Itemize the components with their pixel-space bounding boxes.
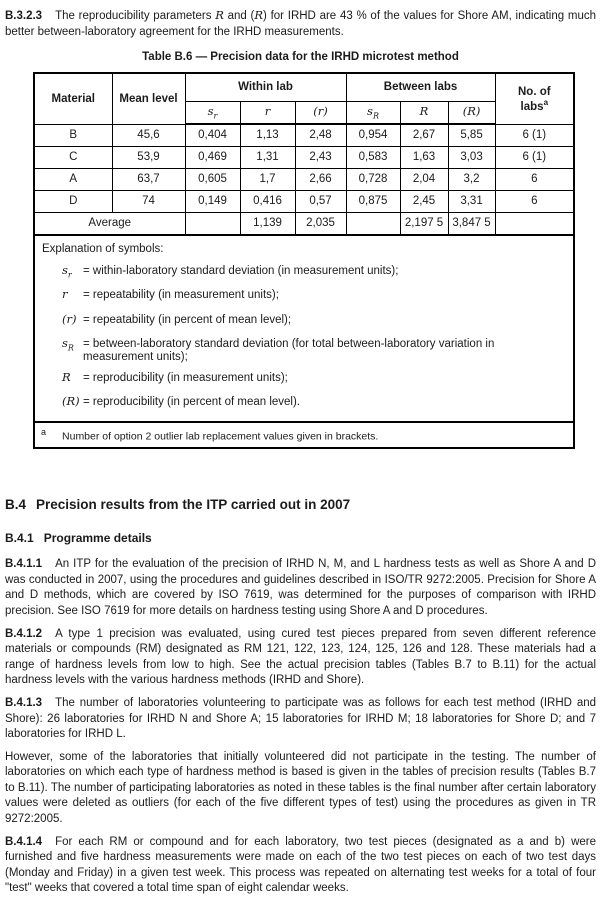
footnote-cell [34,422,574,449]
paragraph-b323 [5,8,596,40]
cell-labs: 6 (1) [495,146,574,168]
table-row-material-B [34,124,574,146]
cell-empty [185,212,240,235]
cell-material: C [34,146,112,168]
cell-mean: 63,7 [112,168,185,190]
cell-labs: 6 [495,168,574,190]
header-within-lab: Within lab [185,73,346,101]
cell-average-R: 2,197 5 [400,212,448,235]
paragraph-text: For each RM or compound and for each laboratory, two test pieces (designated as a and b) were furnished and five hardness measurements were made on each of the two test pieces on each of two test days (Monday and Friday) in a given test week. This process was repeated on alternating test weeks for a total of four "test" weeks that covered a total time span of eight calendar weeks. [5,835,596,895]
cell-sR: 0,954 [346,124,400,146]
header-symbol-R: R [400,101,448,124]
explanation-cell [34,235,574,421]
cell-labs: 6 (1) [495,124,574,146]
table-row-footnote [34,422,574,449]
header-mean-level: Mean level [112,73,185,124]
header-symbol-r-paren: (r) [295,101,346,124]
cell-average-r: 1,139 [240,212,295,235]
header-no-of-labs [495,73,574,124]
table-row-material-D [34,190,574,212]
footnote-marker-a: a [41,426,47,437]
explanation-item-sR: $s_R$ = between-laboratory standard deviation (for total between-laboratory variation in measurement units); [62,336,495,364]
clause-number-b411: B.4.1.1 [5,558,43,571]
cell-sR: 0,728 [346,168,400,190]
clause-number-b413: B.4.1.3 [5,696,43,709]
cell-material: A [34,168,112,190]
footnote-text: Number of option 2 outlier lab replacement values given in brackets. [62,430,379,443]
table-b6 [33,72,575,449]
header-between-labs: Between labs [346,73,495,101]
paragraph-text: However, some of the laboratories that initially volunteered did not participate in the testing. The number of laboratories on which each type of hardness method is based is given in the tables of precision results (Tables B.7 to B.11). The number of participating laboratories as noted in these tables is the final number after certain laboratory values were deleted as outliers (for each of the five different types of test) using the procedures as given in TR 9272:2005. [5,750,596,826]
explanation-item-sr: $s_r$ = within-laboratory standard deviation (in measurement units); [62,263,399,280]
header-symbol-sR: $s_R$ [346,101,400,124]
cell-mean: 53,9 [112,146,185,168]
section-b4-heading [5,497,596,512]
cell-r: 1,31 [240,146,295,168]
header-material: Material [34,73,112,124]
cell-R: 2,67 [400,124,448,146]
cell-r: 1,13 [240,124,295,146]
paragraph-text: and ( [223,10,255,22]
cell-R-paren: 5,85 [448,124,495,146]
paragraph-b411 [5,557,596,619]
table-header-row-1 [34,73,574,101]
footnote-marker-a: a [543,97,549,107]
cell-R-paren: 3,2 [448,168,495,190]
cell-sr: 0,149 [185,190,240,212]
clause-number-b412: B.4.1.2 [5,627,43,640]
cell-sR: 0,875 [346,190,400,212]
explanation-item-r-paren: (r) = repeatability (in percent of mean level); [62,311,292,326]
header-symbol-r: r [240,101,295,124]
cell-r-paren: 0,57 [295,190,346,212]
cell-sr: 0,605 [185,168,240,190]
table-row-material-A [34,168,574,190]
symbol-R-paren: R [254,8,264,22]
cell-material: D [34,190,112,212]
paragraph-b413 [5,696,596,743]
cell-r: 0,416 [240,190,295,212]
explanation-title: Explanation of symbols: [42,243,164,256]
subsection-title: Programme details [43,531,152,546]
paragraph-text: The number of laboratories volunteering to participate was as follows for each test method (IRHD and Shore): 26 laboratories for IRHD N and Shore A; 15 laboratories for IRHD M; 18 laboratories for Shore D; and 7 laboratories for IRHD L. [5,696,596,741]
cell-labs: 6 [495,190,574,212]
cell-r-paren: 2,48 [295,124,346,146]
section-b41-heading [5,531,596,545]
paragraph-b414 [5,835,596,897]
paragraph-text: The reproducibility parameters [55,10,216,22]
header-symbol-sr: $s_r$ [185,101,240,124]
clause-number-b323: B.3.2.3 [5,10,43,22]
paragraph-however [5,750,596,828]
symbol-R: R [215,8,224,22]
cell-sr: 0,404 [185,124,240,146]
explanation-item-R-paren: (R) = reproducibility (in percent of mean level). [62,394,301,409]
explanation-item-R: R = reproducibility (in measurement units); [62,370,288,385]
cell-mean: 45,6 [112,124,185,146]
cell-average-r-paren: 2,035 [295,212,346,235]
paragraph-text: An ITP for the evaluation of the precision of IRHD N, M, and L hardness tests as well as Shore A and D was conducted in 2007, using the procedures and guidelines described in ISO/TR 9272:2005. Precision for Shore A and D methods, which are covered by ISO 7619, was determined for the purposes of comparison with IRHD precision. See ISO 7619 for more details on hardness testing using Shore A and D procedures. [5,558,596,617]
cell-R: 2,45 [400,190,448,212]
header-no-of-labs-line2: labs [520,100,544,113]
table-row-average [34,212,574,235]
explanation-item-r: r = repeatability (in measurement units); [62,287,279,302]
cell-empty [495,212,574,235]
cell-sR: 0,583 [346,146,400,168]
cell-R-paren: 3,03 [448,146,495,168]
header-no-of-labs-line1: No. of [517,85,551,98]
cell-R-paren: 3,31 [448,190,495,212]
clause-number-b414: B.4.1.4 [5,835,43,848]
section-title: Precision results from the ITP carried out in 2007 [36,497,351,513]
table-row-material-C [34,146,574,168]
table-row-explanation [34,235,574,421]
cell-average-R-paren: 3,847 5 [448,212,495,235]
table-b6-title: Table B.6 — Precision data for the IRHD microtest method [142,51,459,64]
paragraph-text: A type 1 precision was evaluated, using cured test pieces prepared from seven different reference materials or compounds (RM) designated as RM 121, 122, 123, 124, 125, 126 and 128. These materials had a range of hardness levels from low to high. See the actual precision tables (Tables B.7 to B.11) for the actual hardness levels with the various hardness methods (IRHD and Shore). [5,627,596,687]
section-number: B.4 [5,497,27,513]
paragraph-b412 [5,627,596,689]
cell-r-paren: 2,43 [295,146,346,168]
cell-r-paren: 2,66 [295,168,346,190]
header-symbol-R-paren: (R) [448,101,495,124]
cell-mean: 74 [112,190,185,212]
cell-material: B [34,124,112,146]
paragraph-text: ) for IRHD are 43 % of the values for Shore AM, indicating much better between-laboratory agreement for the IRHD measurements. [5,10,596,38]
cell-sr: 0,469 [185,146,240,168]
cell-r: 1,7 [240,168,295,190]
cell-R: 1,63 [400,146,448,168]
cell-R: 2,04 [400,168,448,190]
cell-average-label: Average [34,212,185,235]
subsection-number: B.4.1 [5,531,34,546]
cell-empty [346,212,400,235]
